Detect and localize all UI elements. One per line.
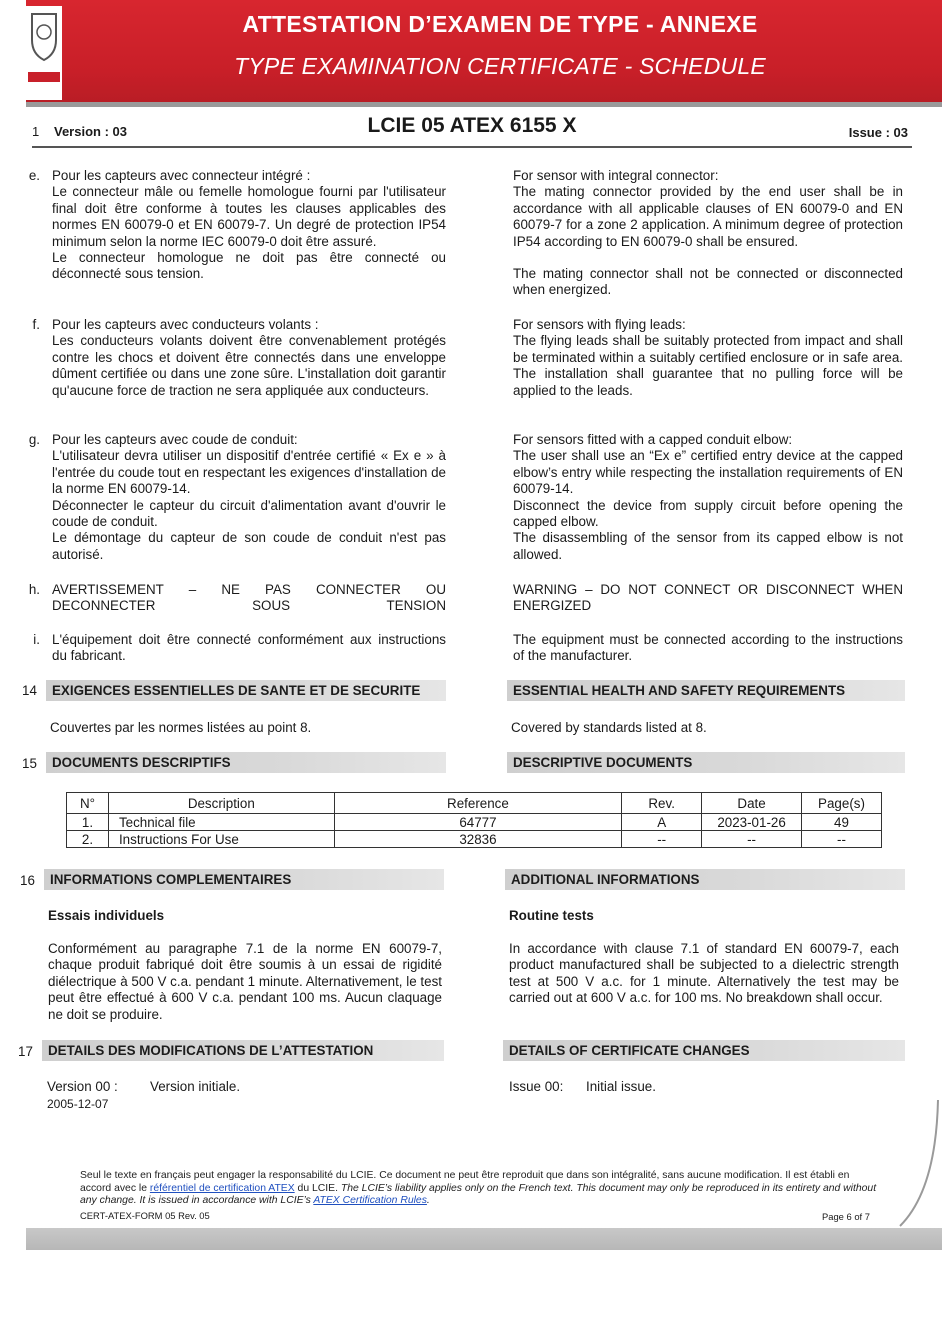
cell-date: -- <box>702 831 802 848</box>
form-reference: CERT-ATEX-FORM 05 Rev. 05 <box>80 1210 210 1221</box>
item-g-fr-dismantle: Le démontage du capteur de son coude de conduit n'est pas autorisé. <box>52 530 446 562</box>
item-g-fr-body: L'utilisateur devra utiliser un dispositif d'entrée certifié « Ex e » à l'entrée du coude tout en respectant les exigences d'installation de la norme EN 60079-14. <box>52 448 446 497</box>
footer-text-fr-1: Seul le texte en français peut engager la responsabilité du LCIE. Ce document ne peut être reproduit que dans son intégralité, sans aucune modification. Il est établi en accord avec le <box>80 1170 850 1194</box>
section-17-number: 17 <box>18 1044 33 1059</box>
section-16-subtitle-fr: Essais individuels <box>48 908 165 923</box>
cell-pages: -- <box>802 831 882 848</box>
section-16-text-fr: Conformément au paragraphe 7.1 de la norme EN 60079-7, chaque produit fabriqué doit être soumis à un essai de rigidité diélectrique à 500 V c.a. pendant 1 minute. Alternativement, le test peut être effectué à 600 V c.a. pendant 100 ms. Aucun claquage ne doit se produire. <box>48 941 442 1022</box>
cell-description: Technical file <box>108 814 334 831</box>
descriptive-documents-table <box>66 792 882 848</box>
item-g-en-dismantle: The disassembling of the sensor from its capped elbow is not allowed. <box>513 530 903 562</box>
issue-00-text: Initial issue. <box>586 1079 656 1094</box>
section-16-text-en: In accordance with clause 7.1 of standard EN 60079-7, each product manufactured shall be subjected to a dielectric strength test at 500 V a.c. for 1 minute. Alternatively the test may be carried out at 600 V a.c. for 100 ms. No breakdown shall occur. <box>509 941 899 1006</box>
reference-row <box>32 114 912 148</box>
col-pages-header: Page(s) <box>802 793 882 814</box>
page-number: Page 6 of 7 <box>822 1211 870 1222</box>
item-i-en: The equipment must be connected according to the instructions of the manufacturer. <box>513 632 903 664</box>
item-f-fr <box>52 317 446 399</box>
item-g-fr <box>52 432 446 563</box>
item-f-en-body: The flying leads shall be suitably protected from impact and shall be terminated within a suitably certified enclosure or in safe area. The installation shall guarantee that no pulling force will be applied to the leads. <box>513 333 903 398</box>
title-en: TYPE EXAMINATION CERTIFICATE - SCHEDULE <box>234 53 766 79</box>
item-letter-e: e. <box>28 168 40 183</box>
cell-reference: 64777 <box>334 814 622 831</box>
item-f-fr-body: Les conducteurs volants doivent être convenablement protégés contre les chocs et doivent être connectés dans une enveloppe dûment certifiée ou dans une zone sûre. L'installation doit garantir qu'aucune force de traction ne sera appliquée aux conducteurs. <box>52 333 446 398</box>
section-14-title-en: ESSENTIAL HEALTH AND SAFETY REQUIREMENTS <box>507 680 905 701</box>
item-g-en-body: The user shall use an “Ex e” certified entry device at the capped elbow’s entry while respecting the installation requirements of EN 60079-14. <box>513 448 903 497</box>
certificate-number: LCIE 05 ATEX 6155 X <box>367 114 577 137</box>
issue-label: Issue : 03 <box>848 125 908 140</box>
table-row <box>67 831 882 848</box>
footer-text-en-1: The LCIE’s liability applies only on the French text. This document may only be reproduced in its entirety and without any change. It is issued in accordance with LCIE’s <box>80 1182 877 1207</box>
section-17-title-en: DETAILS OF CERTIFICATE CHANGES <box>503 1040 905 1061</box>
item-h-fr: AVERTISSEMENT – NE PAS CONNECTER OU DECONNECTER SOUS TENSION <box>52 582 446 614</box>
section-16-number: 16 <box>20 873 35 888</box>
item-letter-h: h. <box>28 582 40 597</box>
item-e-fr-note: Le connecteur homologue ne doit pas être connecté ou déconnecté sous tension. <box>52 250 446 282</box>
footer-disclaimer <box>80 1170 880 1208</box>
footer-text-en-2: . <box>426 1195 430 1207</box>
item-e-fr-body: Le connecteur mâle ou femelle homologue fourni par l'utilisateur final doit être conforme à toutes les clauses applicables des normes EN 60079-0 et EN 60079-7. Un degré de protection IP54 minimum selon la norme IEC 60079-0 doit être assuré. <box>52 184 446 249</box>
col-rev-header: Rev. <box>622 793 702 814</box>
item-letter-f: f. <box>32 317 40 332</box>
item-letter-g: g. <box>28 432 40 447</box>
section-16-title-fr: INFORMATIONS COMPLEMENTAIRES <box>44 869 444 890</box>
section-15-title-en: DESCRIPTIVE DOCUMENTS <box>507 752 905 773</box>
item-e-en <box>513 168 903 299</box>
section-17-title-fr: DETAILS DES MODIFICATIONS DE L’ATTESTATION <box>42 1040 444 1061</box>
cell-rev: -- <box>622 831 702 848</box>
item-e-fr-heading: Pour les capteurs avec connecteur intégré : <box>52 168 311 183</box>
cell-date: 2023-01-26 <box>702 814 802 831</box>
cell-description: Instructions For Use <box>108 831 334 848</box>
cell-reference: 32836 <box>334 831 622 848</box>
section-14-number: 14 <box>22 683 37 698</box>
ref-number: 1 <box>32 124 40 139</box>
col-reference-header: Reference <box>334 793 622 814</box>
item-g-en-heading: For sensors fitted with a capped conduit elbow: <box>513 432 793 447</box>
cell-number: 2. <box>67 831 109 848</box>
item-g-en-disconnect: Disconnect the device from supply circuit before opening the capped elbow. <box>513 497 903 530</box>
version-label: Version : 03 <box>54 124 127 139</box>
item-e-en-note: The mating connector shall not be connected or disconnected when energized. <box>513 266 903 298</box>
item-h-en: WARNING – DO NOT CONNECT OR DISCONNECT WHEN ENERGIZED <box>513 582 903 614</box>
section-16-title-en: ADDITIONAL INFORMATIONS <box>505 869 905 890</box>
item-letter-i: i. <box>33 632 40 647</box>
cell-number: 1. <box>67 814 109 831</box>
section-16-subtitle-en: Routine tests <box>509 908 594 923</box>
item-f-en-heading: For sensors with flying leads: <box>513 317 686 332</box>
item-e-en-heading: For sensor with integral connector: <box>513 168 719 183</box>
title-fr: ATTESTATION D’EXAMEN DE TYPE - ANNEXE <box>242 11 758 37</box>
col-date-header: Date <box>702 793 802 814</box>
cell-rev: A <box>622 814 702 831</box>
item-g-fr-heading: Pour les capteurs avec coude de conduit: <box>52 432 298 447</box>
atex-rules-link-en[interactable]: ATEX Certification Rules <box>313 1195 427 1207</box>
item-f-fr-heading: Pour les capteurs avec conducteurs volants : <box>52 317 319 332</box>
table-header-row <box>67 793 882 814</box>
cell-pages: 49 <box>802 814 882 831</box>
footer-decoration-icon <box>880 1100 942 1230</box>
item-g-en <box>513 432 903 563</box>
issue-00-label: Issue 00: <box>509 1079 564 1094</box>
item-e-en-body: The mating connector provided by the end user shall be in accordance with all applicable clauses of EN 60079-0 and EN 60079-7 for a zone 2 application. A minimum degree of protection IP54 according to EN 60079-0 shall be ensured. <box>513 184 903 249</box>
version-00-text: Version initiale. <box>150 1079 241 1094</box>
section-15-number: 15 <box>22 756 37 771</box>
version-00-date: 2005-12-07 <box>47 1097 109 1111</box>
table-row <box>67 814 882 831</box>
section-14-title-fr: EXIGENCES ESSENTIELLES DE SANTE ET DE SECURITE <box>46 680 446 701</box>
footer-text-fr-2: du LCIE. <box>294 1182 341 1194</box>
section-14-text-en: Covered by standards listed at 8. <box>511 720 707 735</box>
col-description-header: Description <box>108 793 334 814</box>
atex-reference-link-fr[interactable]: référentiel de certification ATEX <box>149 1182 295 1194</box>
section-14-text-fr: Couvertes par les normes listées au point 8. <box>50 720 312 735</box>
col-number-header: N° <box>67 793 109 814</box>
item-g-fr-disconnect: Déconnecter le capteur du circuit d'alimentation avant d'ouvrir le coude de conduit. <box>52 497 446 530</box>
item-i-fr: L'équipement doit être connecté conformément aux instructions du fabricant. <box>52 632 446 664</box>
footer-band <box>26 1228 942 1250</box>
item-e-fr <box>52 168 446 283</box>
section-15-title-fr: DOCUMENTS DESCRIPTIFS <box>46 752 446 773</box>
lcie-logo-icon <box>26 6 62 100</box>
item-f-en <box>513 317 903 399</box>
version-00-label: Version 00 : <box>47 1079 118 1094</box>
